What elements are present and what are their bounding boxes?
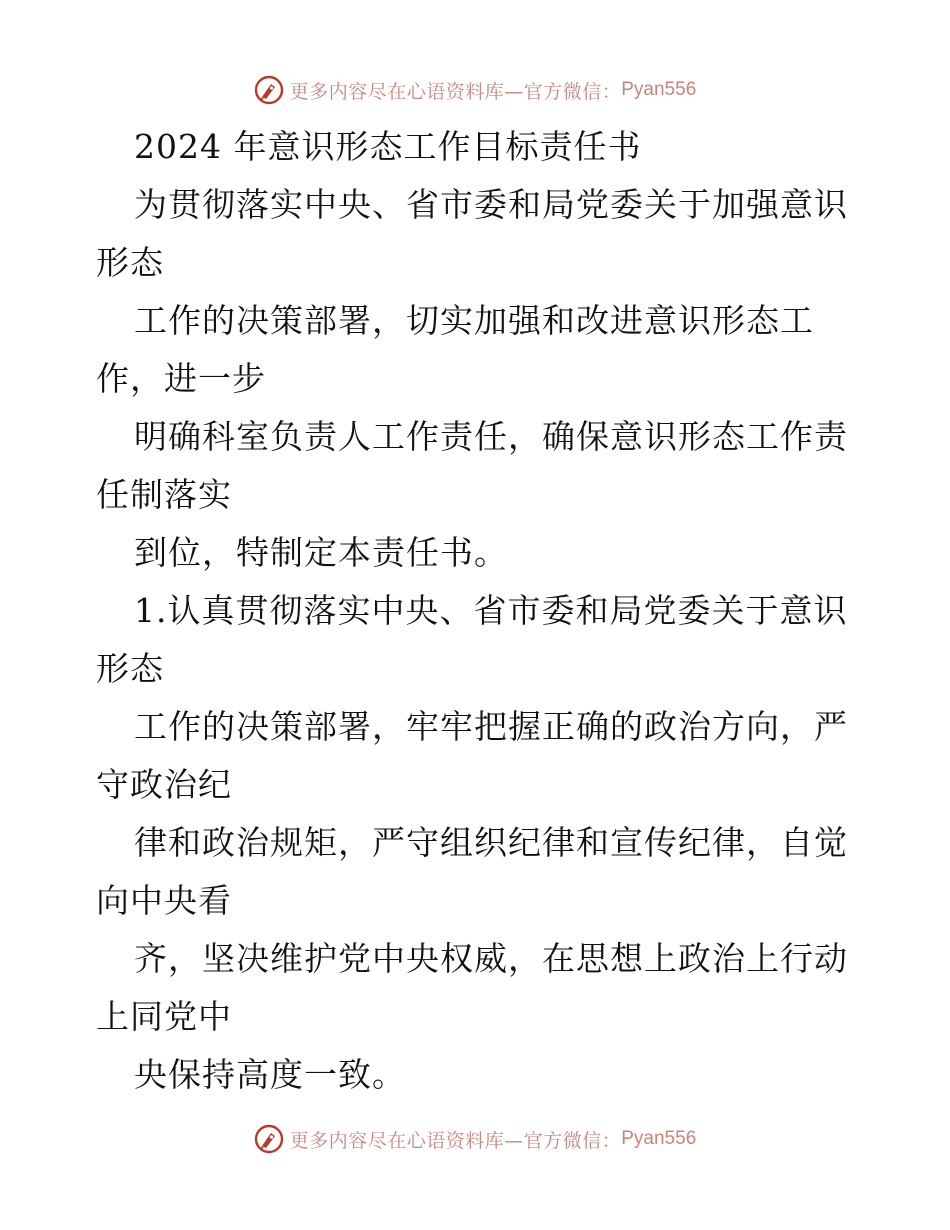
watermark-handle: Pyan556 — [621, 1128, 697, 1149]
footer-watermark — [0, 1121, 950, 1157]
watermark-handle: Pyan556 — [621, 79, 697, 100]
list-item-line: 守政治纪 — [96, 765, 232, 804]
list-item-line: 向中央看 — [96, 881, 232, 920]
paragraph-line: 工作的决策部署，切实加强和改进意识形态工 — [134, 301, 814, 340]
list-item-line: 央保持高度一致。 — [134, 1055, 406, 1094]
paragraph-line: 到位，特制定本责任书。 — [134, 533, 508, 572]
pen-nib-logo-icon — [254, 75, 284, 105]
paragraph-line: 作，进一步 — [96, 359, 266, 398]
list-item-line: 工作的决策部署，牢牢把握正确的政治方向，严 — [134, 707, 848, 746]
paragraph-line: 形态 — [96, 243, 164, 282]
list-item-line: 形态 — [96, 649, 164, 688]
list-item-line: 齐，坚决维护党中央权威，在思想上政治上行动 — [134, 939, 848, 978]
document-body — [96, 118, 856, 1104]
paragraph-line: 任制落实 — [96, 475, 232, 514]
paragraph-line: 明确科室负责人工作责任，确保意识形态工作责 — [134, 417, 848, 456]
watermark-text: 更多内容尽在心语资料库—官方微信： — [289, 80, 622, 103]
document-title: 2024 年意识形态工作目标责任书 — [134, 127, 642, 166]
list-item-line: 1.认真贯彻落实中央、省市委和局党委关于意识 — [134, 591, 848, 630]
pen-nib-logo-icon — [254, 1124, 284, 1154]
list-item-line: 律和政治规矩，严守组织纪律和宣传纪律，自觉 — [134, 823, 848, 862]
paragraph-line: 为贯彻落实中央、省市委和局党委关于加强意识 — [134, 185, 848, 224]
list-item-line: 上同党中 — [96, 997, 232, 1036]
header-watermark — [0, 72, 950, 108]
watermark-text: 更多内容尽在心语资料库—官方微信： — [289, 1129, 622, 1152]
